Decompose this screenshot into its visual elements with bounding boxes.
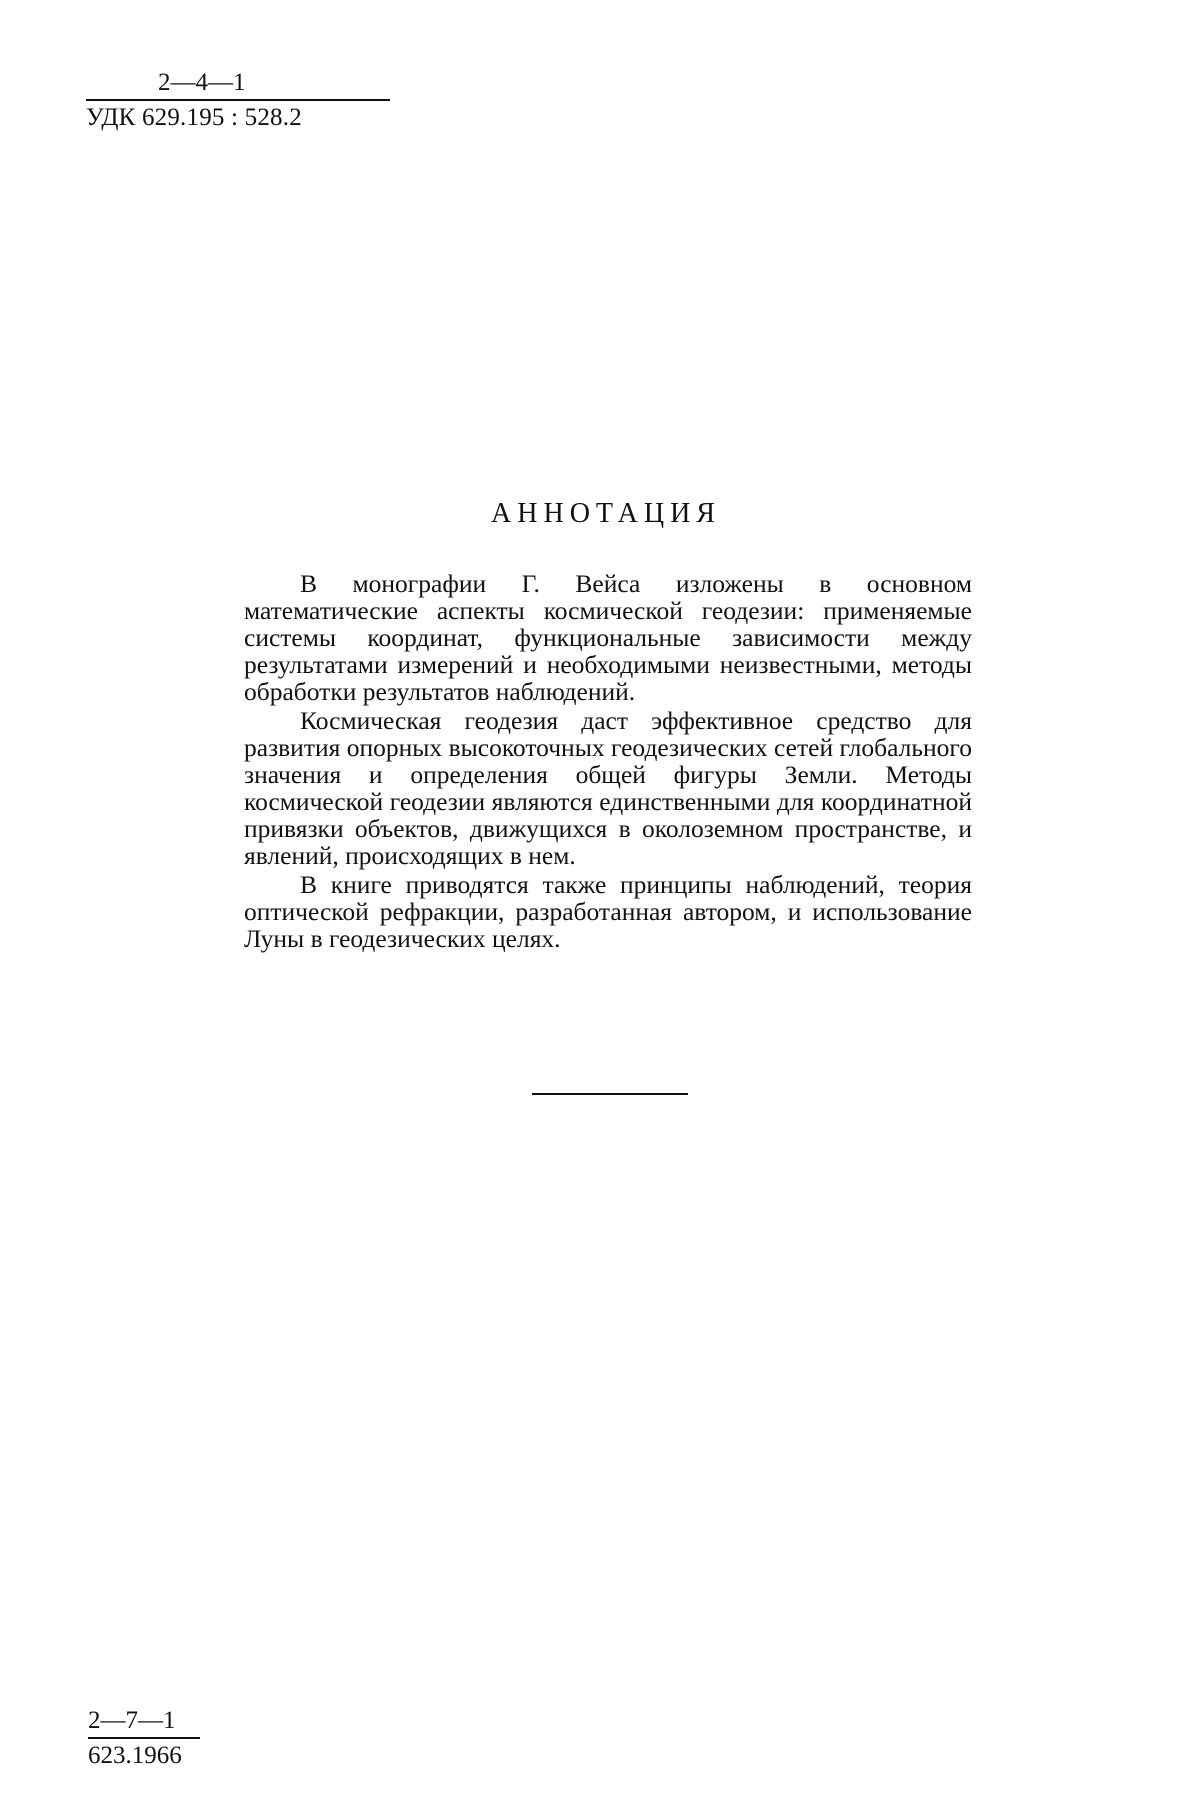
- annotation-paragraph-3: В книге приводятся также принципы наблюдений, теория оптической рефракции, разработанная автором, и использование Луны в геодезических целях.: [244, 870, 972, 953]
- index-number-top: 2—4—1: [86, 70, 390, 101]
- catalog-index-bottom: [88, 1708, 200, 1768]
- annotation-paragraph-2: Космическая геодезия даст эффективное средство для развития опорных высокоточных геодезических сетей глобального значения и определения общей фигуры Земли. Методы космической геодезии являются единственными для координатной привязки объектов, движущихся в околоземном пространстве, и явлений, происходящих в нем.: [244, 706, 972, 870]
- index-number-bottom: 2—7—1: [88, 1708, 200, 1739]
- annotation-body: [244, 570, 972, 952]
- catalog-index-top: [86, 70, 330, 130]
- annotation-paragraph-1: В монографии Г. Вейса изложены в основном математические аспекты космической геодезии: применяемые системы координат, функциональные зависимости между результатами измерений и необходимыми неизвестными, методы обработки результатов наблюдений.: [244, 569, 972, 706]
- section-divider-rule: [532, 1093, 688, 1095]
- order-code: 623.1966: [88, 1742, 182, 1769]
- annotation-heading: АННОТАЦИЯ: [491, 498, 721, 529]
- udk-code: УДК 629.195 : 528.2: [86, 104, 302, 131]
